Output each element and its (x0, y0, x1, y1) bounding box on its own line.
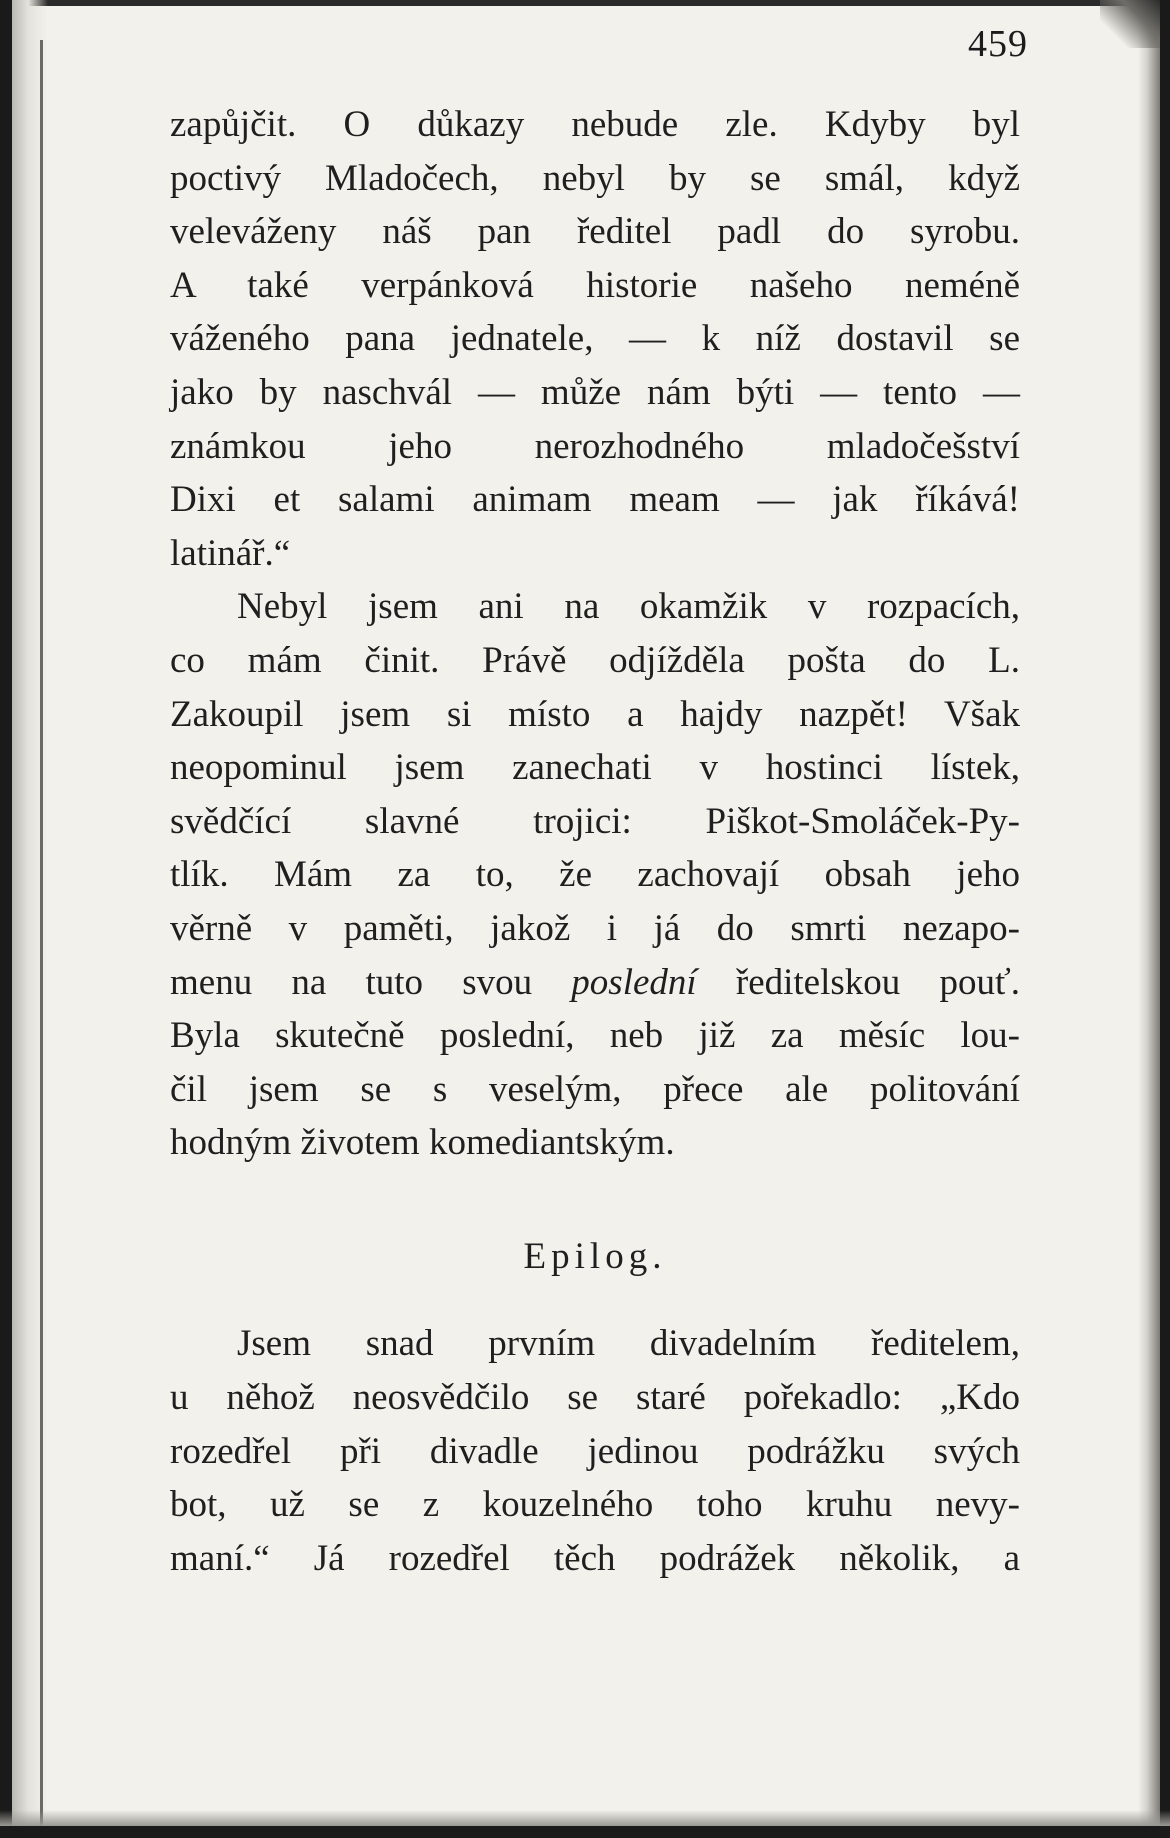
text-line-with-italic (170, 956, 1020, 1010)
text-segment: menu na tuto svou (170, 961, 533, 1003)
scan-bottom-edge (0, 1826, 1170, 1838)
text-line: latinář.“ (170, 532, 291, 574)
paragraph-epilog (170, 1317, 1020, 1585)
text-line: zapůjčit. O důkazy nebude zle. Kdyby byl (170, 104, 1020, 145)
text-segment: ředitelskou pouť. (735, 961, 1021, 1003)
paragraph-2 (170, 580, 1020, 1170)
text-line: u něhož neosvědčilo se staré pořekadlo: „Kdo (170, 1377, 1020, 1419)
italic-word: poslední (571, 961, 697, 1003)
scan-right-edge (1160, 0, 1170, 1838)
text-line: Dixi et salami animam meam — jak říkává! (170, 479, 1020, 521)
text-line: veleváženy náš pan ředitel padl do syrobu. (170, 211, 1020, 253)
text-line: bot, už se z kouzelného toho kruhu nevy- (170, 1484, 1020, 1526)
page-number: 459 (968, 23, 1028, 65)
text-line: svědčící slavné trojici: Piškot-Smoláček-Py- (170, 800, 1020, 842)
text-line: čil jsem se s veselým, přece ale politování (170, 1068, 1020, 1110)
text-line: váženého pana jednatele, — k níž dostavil se (170, 318, 1020, 360)
text-line: rozedřel při divadle jedinou podrážku svých (170, 1430, 1020, 1472)
text-line: tlík. Mám za to, že zachovají obsah jeho (170, 854, 1020, 896)
text-line: Byla skutečně poslední, neb již za měsíc lou- (170, 1015, 1020, 1057)
text-line: co mám činit. Právě odjížděla pošta do L. (170, 639, 1020, 681)
text-line: známkou jeho nerozhodného mladočešství (170, 425, 1020, 467)
text-line: neopominul jsem zanechati v hostinci lístek, (170, 747, 1020, 789)
text-line: Nebyl jsem ani na okamžik v rozpacích, (237, 586, 1020, 628)
text-line: poctivý Mladočech, nebyl by se smál, když (170, 157, 1020, 199)
text-line: maní.“ Já rozedřel těch podrážek několik, a (170, 1537, 1020, 1579)
scan-top-edge (12, 0, 1160, 6)
section-heading: Epilog. (523, 1235, 667, 1277)
text-line: jako by naschvál — může nám býti — tento — (170, 371, 1020, 413)
text-line: hodným životem komediantským. (170, 1122, 675, 1164)
right-edge-shadow (1138, 0, 1160, 1838)
paragraph-1 (170, 98, 1020, 580)
text-line: Jsem snad prvním divadelním ředitelem, (237, 1323, 1020, 1365)
text-line: věrně v paměti, jakož i já do smrti nezapo- (170, 907, 1020, 949)
text-line: Zakoupil jsem si místo a hajdy nazpět! Však (170, 693, 1020, 735)
bottom-edge-shadow (0, 1810, 1170, 1826)
page-body (170, 98, 1020, 1585)
binding-line (40, 40, 43, 1830)
scan-left-edge (0, 0, 12, 1838)
text-line: A také verpánková historie našeho neméně (170, 264, 1020, 306)
page-corner-shadow (1100, 0, 1160, 48)
